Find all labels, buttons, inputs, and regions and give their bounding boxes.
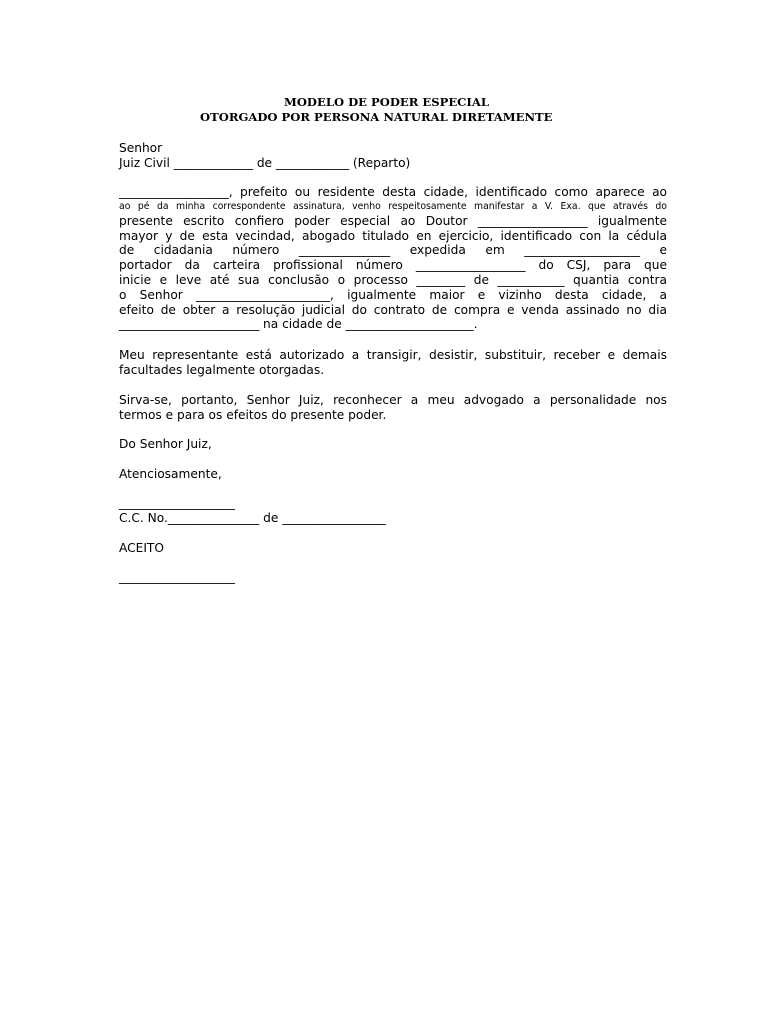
paragraph-line: portador da carteira profissional número __________________ do CSJ, para que: [119, 258, 667, 273]
paragraph-line: ao pé da minha correspondente assinatura, venho respeitosamente manifestar a V. Exa. que através do: [119, 200, 667, 212]
signature-line: ___________________: [119, 496, 235, 510]
paragraph-line: __________________, prefeito ou residente desta cidade, identificado como aparece ao: [119, 185, 667, 199]
signature-block: [119, 496, 667, 526]
closing-salutation-text: Do Senhor Juiz,: [119, 437, 212, 451]
acceptance-signature: [119, 570, 667, 585]
acceptance-block: [119, 541, 667, 556]
addressee-block: [119, 141, 667, 171]
paragraph-line: Sirva-se, portanto, Senhor Juiz, reconhecer a meu advogado a personalidade nos: [119, 393, 667, 407]
closing-regards: [119, 467, 667, 482]
id-number-line: C.C. No._______________ de _________________: [119, 510, 386, 525]
paragraph-line: termos e para os efeitos do presente poder.: [119, 407, 387, 422]
addressee-salutation: Senhor: [119, 141, 163, 155]
paragraph-line: Meu representante está autorizado a transigir, desistir, substituir, receber e demais: [119, 348, 667, 362]
paragraph-line: presente escrito confiero poder especial ao Doutor __________________ igualmente: [119, 213, 667, 228]
paragraph-line: mayor y de esta vecindad, abogado titulado en ejercicio, identificado con la cédula: [119, 228, 667, 243]
paragraph-line: inicie e leve até sua conclusão o processo ________ de ___________ quantia contra: [119, 272, 667, 287]
main-paragraph: [119, 185, 667, 332]
request-paragraph: [119, 393, 667, 423]
document-title-line-2: OTORGADO POR PERSONA NATURAL DIRETAMENTE: [200, 110, 553, 124]
closing-salutation: [119, 437, 667, 452]
paragraph-line: _______________________ na cidade de _____________________.: [119, 317, 478, 332]
paragraph-line: o Senhor ______________________, igualmente maior e vizinho desta cidade, a: [119, 287, 667, 302]
paragraph-line: efeito de obter a resolução judicial do contrato de compra e venda assinado no dia: [119, 302, 667, 317]
acceptance-signature-line: ___________________: [119, 570, 235, 584]
addressee-judge-line: Juiz Civil _____________ de ____________ (Reparto): [119, 155, 411, 170]
paragraph-line: de cidadania número _______________ expedida em ___________________ e: [119, 243, 667, 258]
authorization-paragraph: [119, 348, 667, 378]
accepted-label: ACEITO: [119, 541, 164, 555]
closing-regards-text: Atenciosamente,: [119, 467, 222, 481]
document-title-line-1: MODELO DE PODER ESPECIAL: [284, 95, 489, 109]
paragraph-line: facultades legalmente otorgadas.: [119, 362, 325, 377]
